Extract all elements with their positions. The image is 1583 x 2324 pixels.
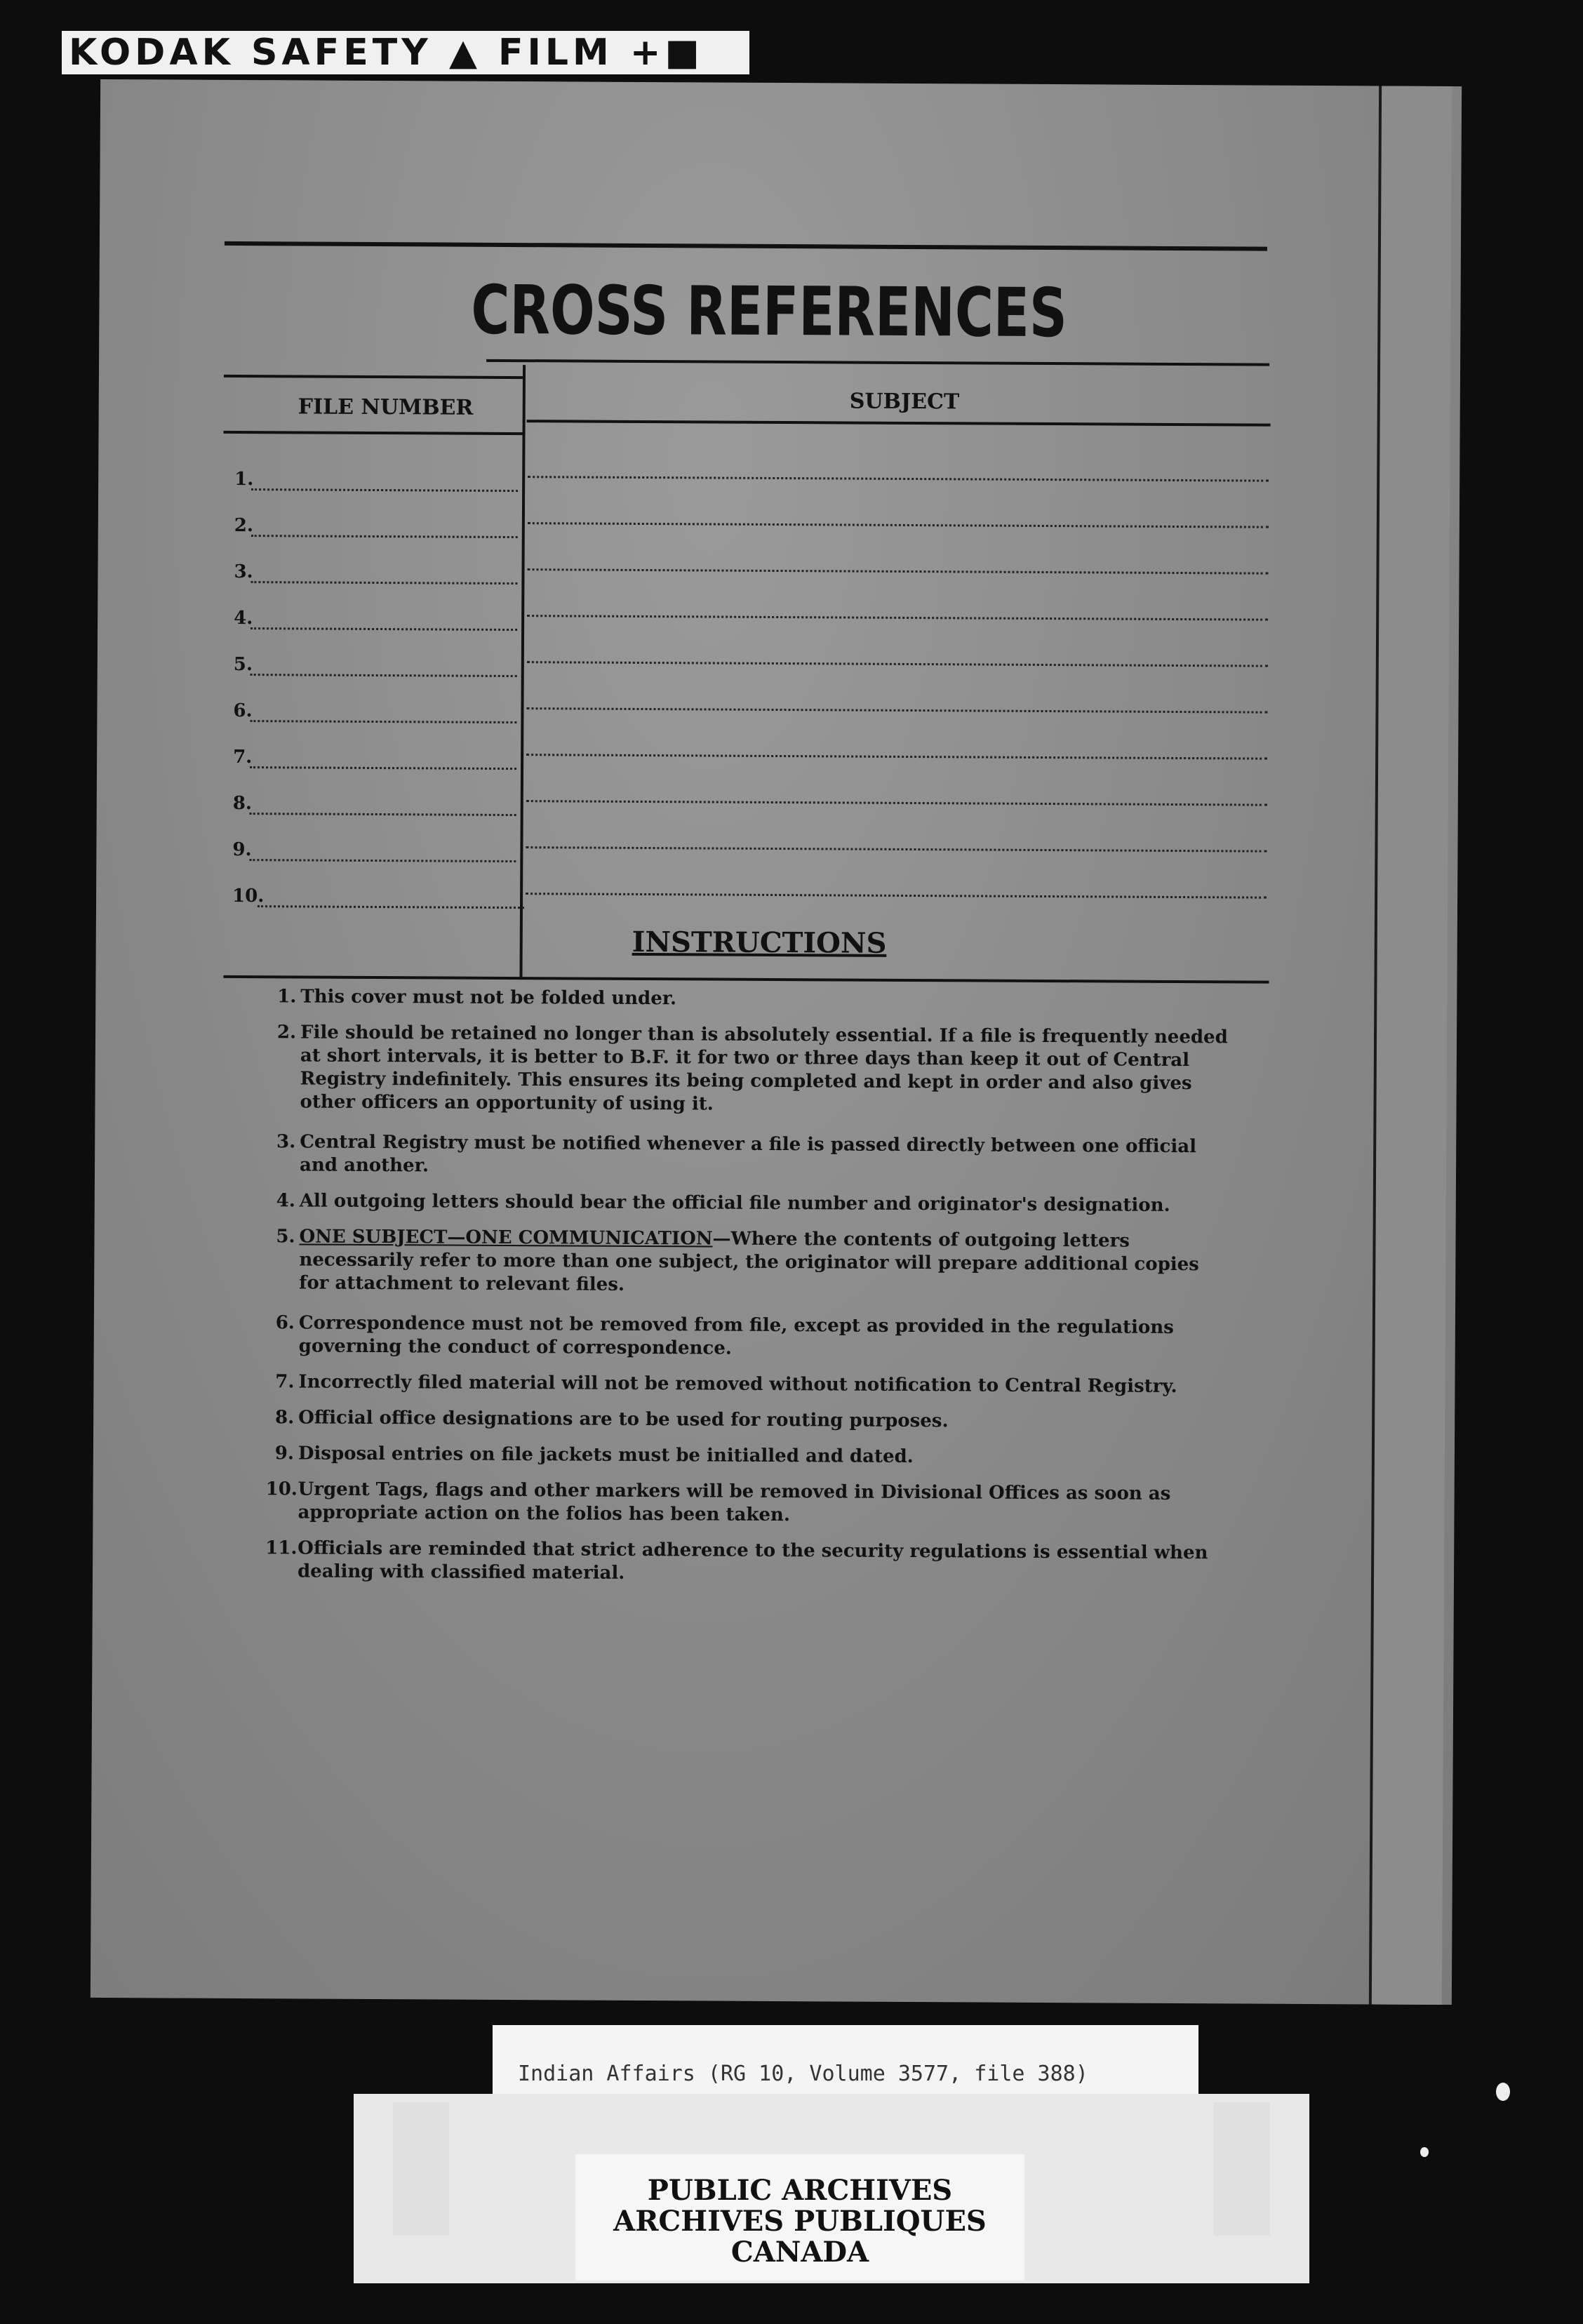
instruction-text: File should be retained no longer than is absolutely essential. If a file is frequently needed at short intervals, it is better to B.F. it for two or three days than keep it out of Central Registry indefinitely. This ensures its being completed and kept in order and also gives other officers an opportunity of using it. bbox=[300, 1022, 1228, 1115]
file-number-line bbox=[249, 859, 516, 862]
instruction-item bbox=[265, 1537, 1227, 1588]
subject-line bbox=[526, 846, 1267, 853]
instruction-text-block bbox=[298, 1478, 1227, 1529]
file-number-header-rule bbox=[224, 431, 526, 435]
instruction-text: Central Registry must be notified whenever a file is passed directly between one official and another. bbox=[299, 1131, 1197, 1177]
instruction-item bbox=[267, 1225, 1228, 1300]
subject-header-rule bbox=[527, 420, 1271, 427]
file-number-line bbox=[251, 627, 517, 631]
row-number: 9. bbox=[232, 839, 252, 861]
file-number-line bbox=[251, 488, 518, 492]
instruction-text-block bbox=[299, 1225, 1229, 1300]
file-number-line bbox=[250, 720, 516, 723]
file-number-line bbox=[251, 535, 518, 538]
title-rule bbox=[486, 359, 1269, 366]
instruction-item bbox=[266, 1370, 1227, 1398]
film-speck bbox=[1420, 2147, 1429, 2157]
instruction-number: 10. bbox=[265, 1478, 298, 1500]
subject-line bbox=[528, 568, 1269, 575]
instruction-number: 4. bbox=[276, 1190, 295, 1212]
table-bottom-rule bbox=[223, 975, 1269, 984]
instruction-number: 6. bbox=[275, 1312, 295, 1334]
row-number: 2. bbox=[234, 514, 254, 537]
instruction-text-block bbox=[298, 1406, 1227, 1434]
row-number: 10. bbox=[232, 885, 265, 907]
row-number: 4. bbox=[234, 607, 253, 629]
instruction-text-block bbox=[300, 1021, 1229, 1118]
subject-line bbox=[526, 707, 1267, 714]
subject-line bbox=[528, 476, 1269, 482]
archive-stamp-notch-left bbox=[393, 2102, 449, 2236]
column-header-subject: SUBJECT bbox=[849, 389, 960, 415]
instructions-list bbox=[265, 985, 1229, 1588]
instruction-text: Correspondence must not be removed from file, except as provided in the regulations governing the conduct of correspondence. bbox=[298, 1312, 1174, 1359]
file-number-line bbox=[251, 674, 517, 677]
instruction-number: 8. bbox=[274, 1407, 295, 1429]
instruction-item bbox=[267, 1021, 1229, 1118]
film-edge-marking: KODAK SAFETY ▲ FILM +■ bbox=[62, 31, 749, 74]
row-number: 7. bbox=[233, 746, 253, 768]
row-number: 5. bbox=[233, 653, 253, 676]
file-cover-page bbox=[91, 79, 1462, 2005]
archive-stamp-line-3: CANADA bbox=[730, 2236, 869, 2269]
instruction-number: 9. bbox=[274, 1443, 294, 1464]
file-number-line bbox=[250, 813, 516, 816]
subject-line bbox=[526, 800, 1267, 806]
page-edge-flap bbox=[1369, 86, 1452, 2005]
subject-line bbox=[527, 615, 1268, 621]
instruction-item bbox=[268, 985, 1229, 1013]
instruction-text: This cover must not be folded under. bbox=[300, 986, 677, 1010]
file-number-line bbox=[251, 581, 517, 585]
instruction-number: 2. bbox=[276, 1022, 297, 1043]
file-number-line bbox=[258, 905, 524, 909]
subject-line bbox=[526, 754, 1267, 760]
instruction-item bbox=[266, 1406, 1227, 1434]
instruction-text: —Where the contents of outgoing letters necessarily refer to more than one subject, the originator will prepare additional copies for attachment to relevant files. bbox=[299, 1228, 1199, 1295]
row-number: 6. bbox=[233, 700, 253, 722]
archive-stamp-line-1: PUBLIC ARCHIVES bbox=[647, 2174, 953, 2207]
subject-line bbox=[527, 661, 1268, 667]
instruction-text-block bbox=[300, 1130, 1229, 1182]
instruction-text-block bbox=[298, 1442, 1227, 1470]
instruction-item bbox=[267, 1130, 1229, 1182]
row-number: 3. bbox=[234, 561, 253, 583]
archive-stamp-notch-right bbox=[1214, 2102, 1270, 2236]
instruction-number: 11. bbox=[265, 1537, 298, 1559]
instructions-title: INSTRUCTIONS bbox=[632, 925, 887, 960]
instruction-item bbox=[267, 1311, 1228, 1363]
subject-line bbox=[526, 893, 1267, 899]
instruction-item bbox=[267, 1189, 1229, 1217]
film-speck bbox=[1496, 2083, 1510, 2101]
archive-reference-text: Indian Affairs (RG 10, Volume 3577, file 388) bbox=[518, 2062, 1088, 2086]
instruction-text: Incorrectly filed material will not be removed without notification to Central Registry. bbox=[298, 1371, 1177, 1397]
row-number: 8. bbox=[232, 792, 253, 815]
instruction-text-block bbox=[299, 1311, 1228, 1363]
instruction-text: All outgoing letters should bear the official file number and originator's designation. bbox=[299, 1190, 1170, 1216]
instruction-text: Official office designations are to be used for routing purposes. bbox=[298, 1407, 949, 1432]
instruction-lead: ONE SUBJECT—ONE COMMUNICATION bbox=[299, 1226, 713, 1250]
instruction-number: 1. bbox=[277, 986, 297, 1008]
column-divider bbox=[519, 365, 526, 980]
archive-stamp-line-2: ARCHIVES PUBLIQUES bbox=[613, 2205, 987, 2238]
instruction-text-block bbox=[300, 1189, 1229, 1217]
instruction-text: Officials are reminded that strict adherence to the security regulations is essential when dealing with classified material. bbox=[297, 1537, 1208, 1584]
instruction-number: 3. bbox=[276, 1131, 296, 1153]
header-top-rule bbox=[224, 375, 523, 379]
instruction-text-block bbox=[298, 1370, 1227, 1398]
instruction-item bbox=[266, 1442, 1227, 1470]
column-header-file-number: FILE NUMBER bbox=[298, 394, 474, 420]
archive-stamp-text bbox=[575, 2175, 1024, 2268]
instruction-item bbox=[265, 1478, 1227, 1529]
instruction-text: Urgent Tags, flags and other markers will be removed in Divisional Offices as soon as appropriate action on the folios has been taken. bbox=[298, 1478, 1171, 1526]
instruction-text-block bbox=[300, 985, 1229, 1013]
instruction-text: Disposal entries on file jackets must be initialled and dated. bbox=[298, 1443, 914, 1468]
top-rule bbox=[225, 241, 1267, 251]
form-title: CROSS REFERENCES bbox=[471, 270, 1068, 353]
instruction-text-block bbox=[298, 1537, 1227, 1588]
row-number: 1. bbox=[234, 468, 254, 490]
subject-line bbox=[528, 522, 1269, 528]
file-number-line bbox=[250, 766, 516, 770]
instruction-number: 7. bbox=[275, 1371, 295, 1393]
instruction-number: 5. bbox=[276, 1226, 295, 1248]
